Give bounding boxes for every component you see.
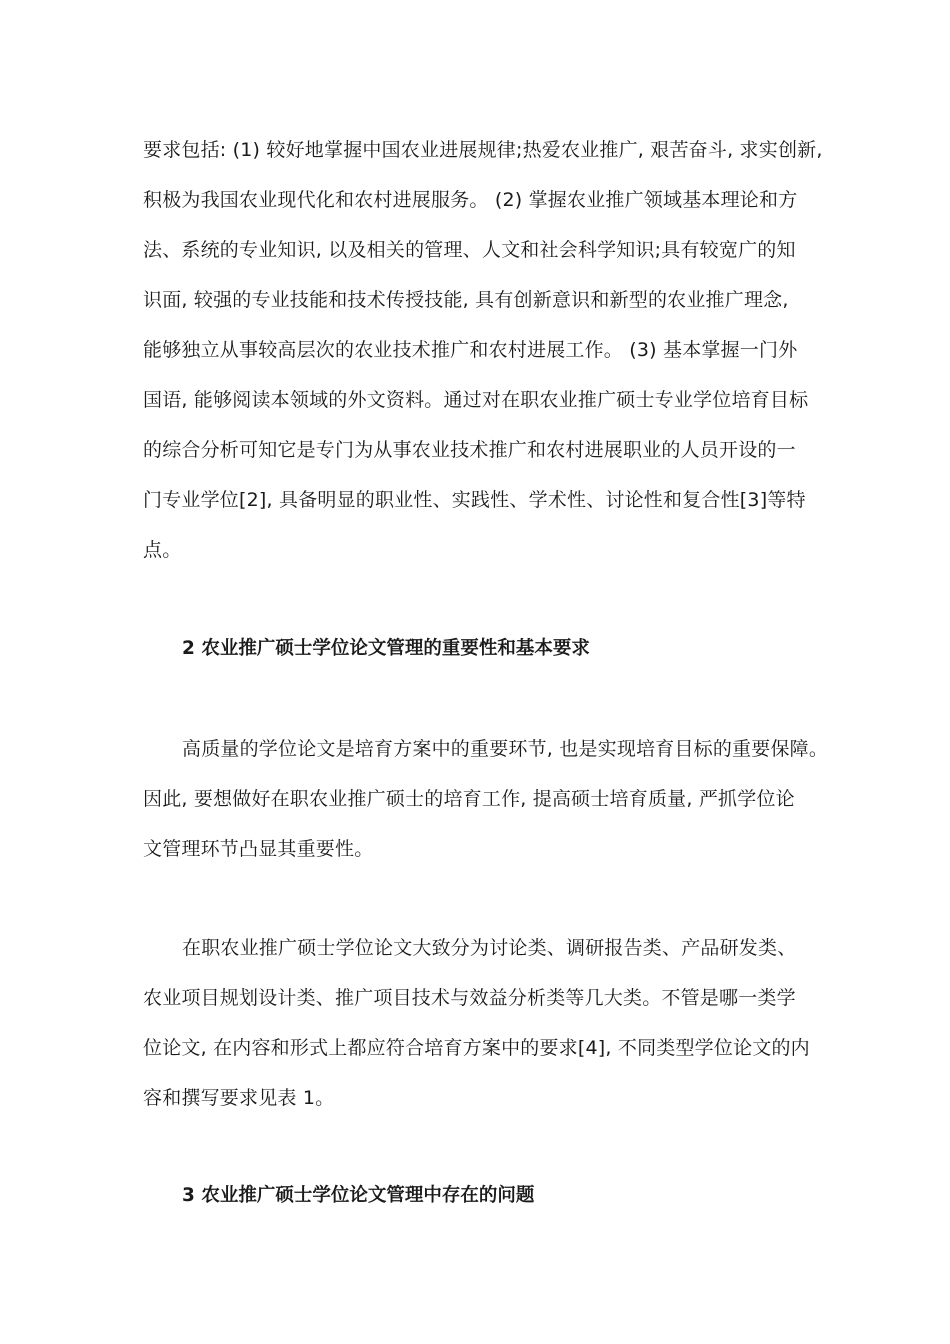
paragraph-line: 能够独立从事较高层次的农业技术推广和农村进展工作。 (3) 基本掌握一门外 (143, 339, 798, 361)
paragraph-line: 门专业学位[2], 具备明显的职业性、实践性、学术性、讨论性和复合性[3]等特 (143, 489, 806, 511)
paragraph-line: 要求包括: (1) 较好地掌握中国农业进展规律;热爱农业推广, 艰苦奋斗, 求实创新, (143, 139, 823, 161)
section-heading-2: 2 农业推广硕士学位论文管理的重要性和基本要求 (182, 638, 590, 659)
paragraph-line: 高质量的学位论文是培育方案中的重要环节, 也是实现培育目标的重要保障。 (182, 738, 829, 760)
paragraph-line: 法、系统的专业知识, 以及相关的管理、人文和社会科学知识;具有较宽广的知 (143, 239, 796, 261)
paragraph-line: 的综合分析可知它是专门为从事农业技术推广和农村进展职业的人员开设的一 (143, 439, 796, 461)
paragraph-line: 位论文, 在内容和形式上都应符合培育方案中的要求[4], 不同类型学位论文的内 (143, 1037, 810, 1059)
paragraph-line: 容和撰写要求见表 1。 (143, 1087, 335, 1109)
paragraph-line: 国语, 能够阅读本领域的外文资料。通过对在职农业推广硕士专业学位培育目标 (143, 389, 809, 411)
paragraph-line: 在职农业推广硕士学位论文大致分为讨论类、调研报告类、产品研发类、 (182, 937, 797, 959)
paragraph-line: 识面, 较强的专业技能和技术传授技能, 具有创新意识和新型的农业推广理念, (143, 289, 789, 311)
paragraph-line: 文管理环节凸显其重要性。 (143, 838, 374, 860)
paragraph-line: 因此, 要想做好在职农业推广硕士的培育工作, 提高硕士培育质量, 严抓学位论 (143, 788, 795, 810)
paragraph-line: 点。 (143, 539, 182, 561)
paragraph-line: 农业项目规划设计类、推广项目技术与效益分析类等几大类。不管是哪一类学 (143, 987, 796, 1009)
paragraph-line: 积极为我国农业现代化和农村进展服务。 (2) 掌握农业推广领域基本理论和方 (143, 189, 798, 211)
section-heading-3: 3 农业推广硕士学位论文管理中存在的问题 (182, 1185, 535, 1206)
